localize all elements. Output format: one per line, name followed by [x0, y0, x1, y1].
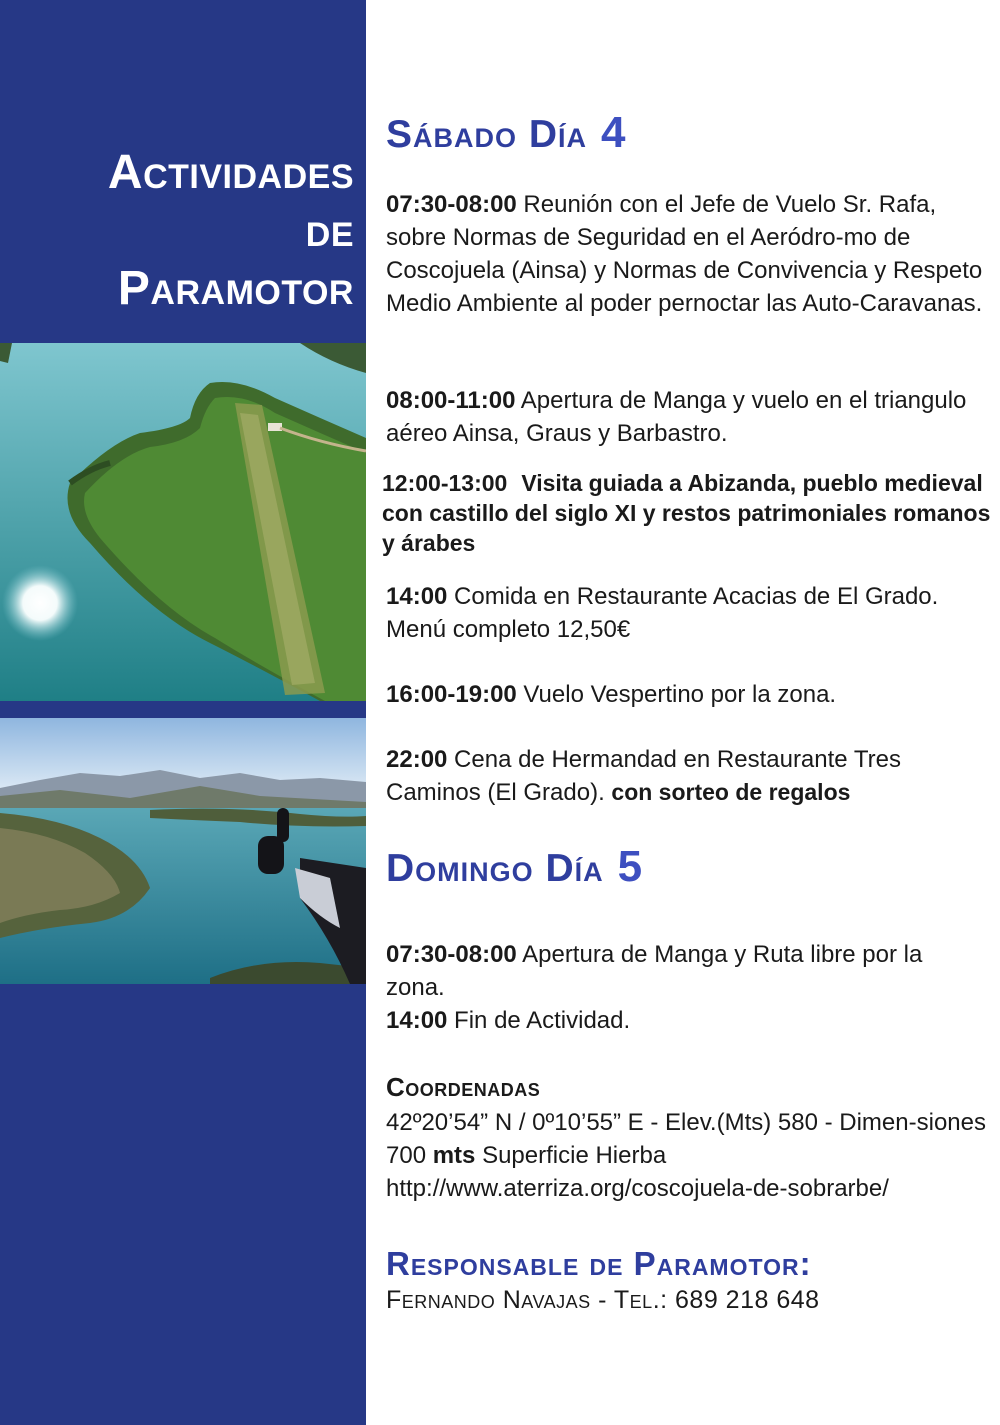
page-title [14, 144, 354, 318]
coordinates-values: 42º20’54” N / 0º10’55” E - Elev.(Mts) 580 - Dimen-siones 700 [386, 1109, 986, 1169]
schedule-time: 07:30-08:00 [386, 191, 517, 218]
sidebar [0, 0, 366, 1425]
schedule-item [386, 1004, 986, 1037]
schedule-description: Cena de Hermandad en Restaurante Tres Caminos (El Grado). [386, 746, 901, 806]
schedule-time: 14:00 [386, 1007, 448, 1034]
responsible-title: Responsable de Paramotor: [386, 1245, 812, 1282]
aerial-photo-airfield [0, 343, 366, 701]
schedule-time: 07:30-08:00 [386, 941, 517, 968]
schedule-time: 08:00-11:00 [386, 387, 516, 414]
schedule-item [382, 468, 992, 558]
coordinates-text [386, 1106, 996, 1205]
schedule-time: 12:00-13:00 [382, 470, 508, 496]
schedule-item [386, 678, 986, 711]
schedule-time: 16:00-19:00 [386, 681, 517, 708]
schedule-description: Reunión con el Jefe de Vuelo Sr. Rafa, sobre Normas de Seguridad en el Aeródro-mo de Coscojuela (Ainsa) y Normas de Convivencia y Respeto Medio Ambiente al poder pernoctar las Auto-Caravanas. [386, 191, 983, 317]
schedule-time: 22:00 [386, 746, 448, 773]
sunday-heading-label: Domingo Día [386, 847, 604, 890]
saturday-day-number: 4 [601, 108, 627, 157]
coordinates-url[interactable]: http://www.aterriza.org/coscojuela-de-sobrarbe/ [386, 1175, 889, 1202]
schedule-item [386, 188, 986, 320]
schedule-description: Comida en Restaurante Acacias de El Grado. Menú completo 12,50€ [386, 583, 939, 643]
coordinates-surface: Superficie Hierba [475, 1142, 667, 1169]
saturday-heading [386, 108, 627, 158]
schedule-extra: con sorteo de regalos [611, 779, 851, 805]
title-line-1: Actividades [107, 146, 354, 200]
sunday-heading [386, 842, 643, 892]
schedule-item [386, 938, 986, 1004]
schedule-description: Vuelo Vespertino por la zona. [516, 681, 837, 708]
title-line-2: de [305, 204, 354, 258]
schedule-item [386, 384, 986, 450]
schedule-time: 14:00 [386, 583, 448, 610]
schedule-description: Apertura de Manga y Ruta libre por la zona. [386, 941, 923, 1001]
title-line-3: Paramotor [117, 262, 354, 316]
schedule-description: Visita guiada a Abizanda, pueblo medieval con castillo del siglo XI y restos patrimoniales romanos y árabes [382, 470, 991, 556]
schedule-description: Fin de Actividad. [447, 1007, 631, 1034]
responsible-contact: Fernando Navajas - Tel.: 689 218 648 [386, 1286, 820, 1314]
aerial-photo-lake-thumbs-up [0, 718, 366, 984]
coordinates-unit: mts [432, 1142, 476, 1169]
schedule-item [386, 580, 986, 646]
sunday-day-number: 5 [617, 842, 644, 891]
schedule-description: Apertura de Manga y vuelo en el triangulo aéreo Ainsa, Graus y Barbastro. [386, 387, 967, 447]
schedule-item [386, 743, 986, 809]
saturday-heading-label: Sábado Día [386, 113, 588, 156]
coordinates-title: Coordenadas [386, 1072, 541, 1102]
